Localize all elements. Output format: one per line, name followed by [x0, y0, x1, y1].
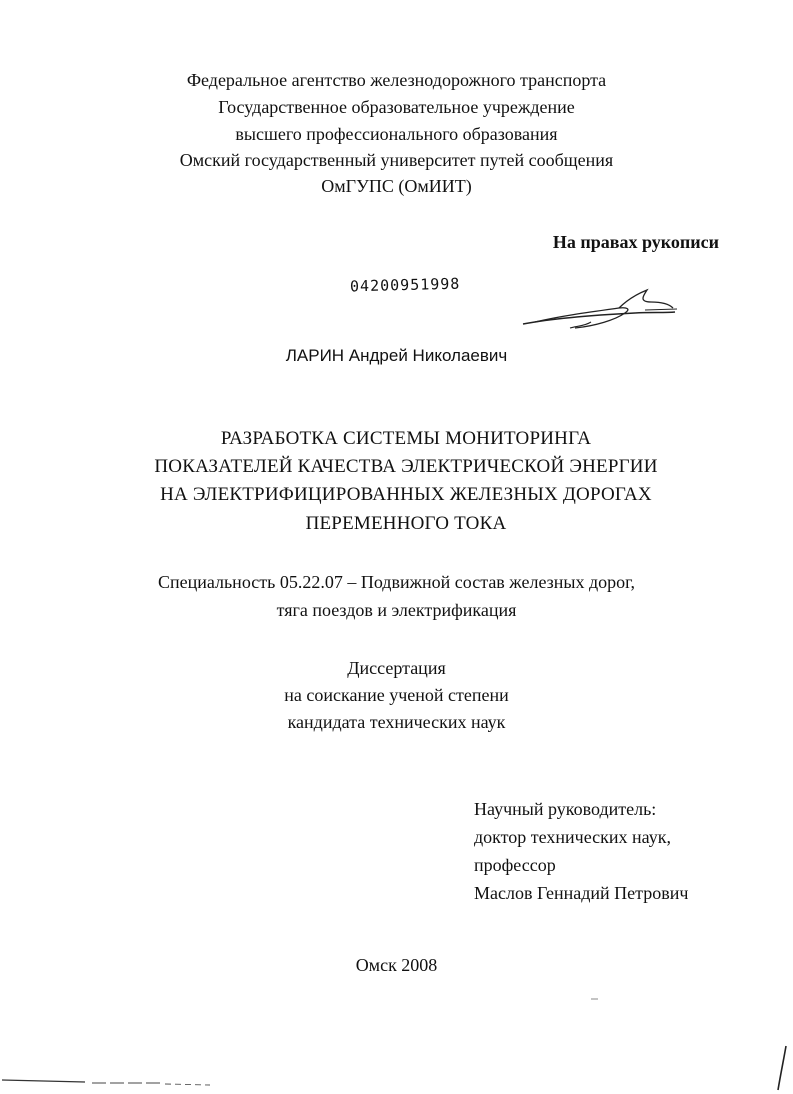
- author-name: ЛАРИН Андрей Николаевич: [285, 346, 508, 365]
- header-line-education-level: высшего профессионального образования: [235, 124, 558, 144]
- scan-speck: [590, 996, 600, 1002]
- signature-image: [515, 282, 695, 342]
- scan-margin-mark: [772, 1044, 792, 1094]
- city-year: Омск 2008: [355, 955, 438, 975]
- supervisor-degree: доктор технических наук,: [474, 827, 671, 847]
- supervisor-name: Маслов Геннадий Петрович: [474, 883, 689, 903]
- title-line-4: ПЕРЕМЕННОГО ТОКА: [305, 513, 507, 534]
- header-line-agency: Федеральное агентство железнодорожного транспорта: [186, 70, 607, 90]
- supervisor-label: Научный руководитель:: [474, 799, 657, 819]
- library-stamp-number: 04200951998: [349, 274, 461, 296]
- scan-edge-line: [0, 1076, 220, 1088]
- manuscript-rights-label: На правах рукописи: [552, 232, 719, 252]
- title-line-2: ПОКАЗАТЕЛЕЙ КАЧЕСТВА ЭЛЕКТРИЧЕСКОЙ ЭНЕРГИИ: [154, 456, 658, 477]
- specialty-line-2: тяга поездов и электрификация: [276, 600, 517, 620]
- dissertation-field-line: кандидата технических наук: [287, 712, 506, 732]
- header-line-university: Омский государственный университет путей сообщения: [179, 150, 614, 170]
- supervisor-title: профессор: [474, 855, 556, 875]
- specialty-line-1: Специальность 05.22.07 – Подвижной состав железных дорог,: [157, 572, 636, 592]
- header-line-institution-type: Государственное образовательное учреждение: [218, 97, 575, 117]
- dissertation-label: Диссертация: [347, 658, 446, 678]
- title-line-1: РАЗРАБОТКА СИСТЕМЫ МОНИТОРИНГА: [220, 428, 592, 449]
- dissertation-degree-line: на соискание ученой степени: [284, 685, 509, 705]
- header-line-abbreviation: ОмГУПС (ОмИИТ): [321, 176, 472, 196]
- title-line-3: НА ЭЛЕКТРИФИЦИРОВАННЫХ ЖЕЛЕЗНЫХ ДОРОГАХ: [160, 484, 652, 505]
